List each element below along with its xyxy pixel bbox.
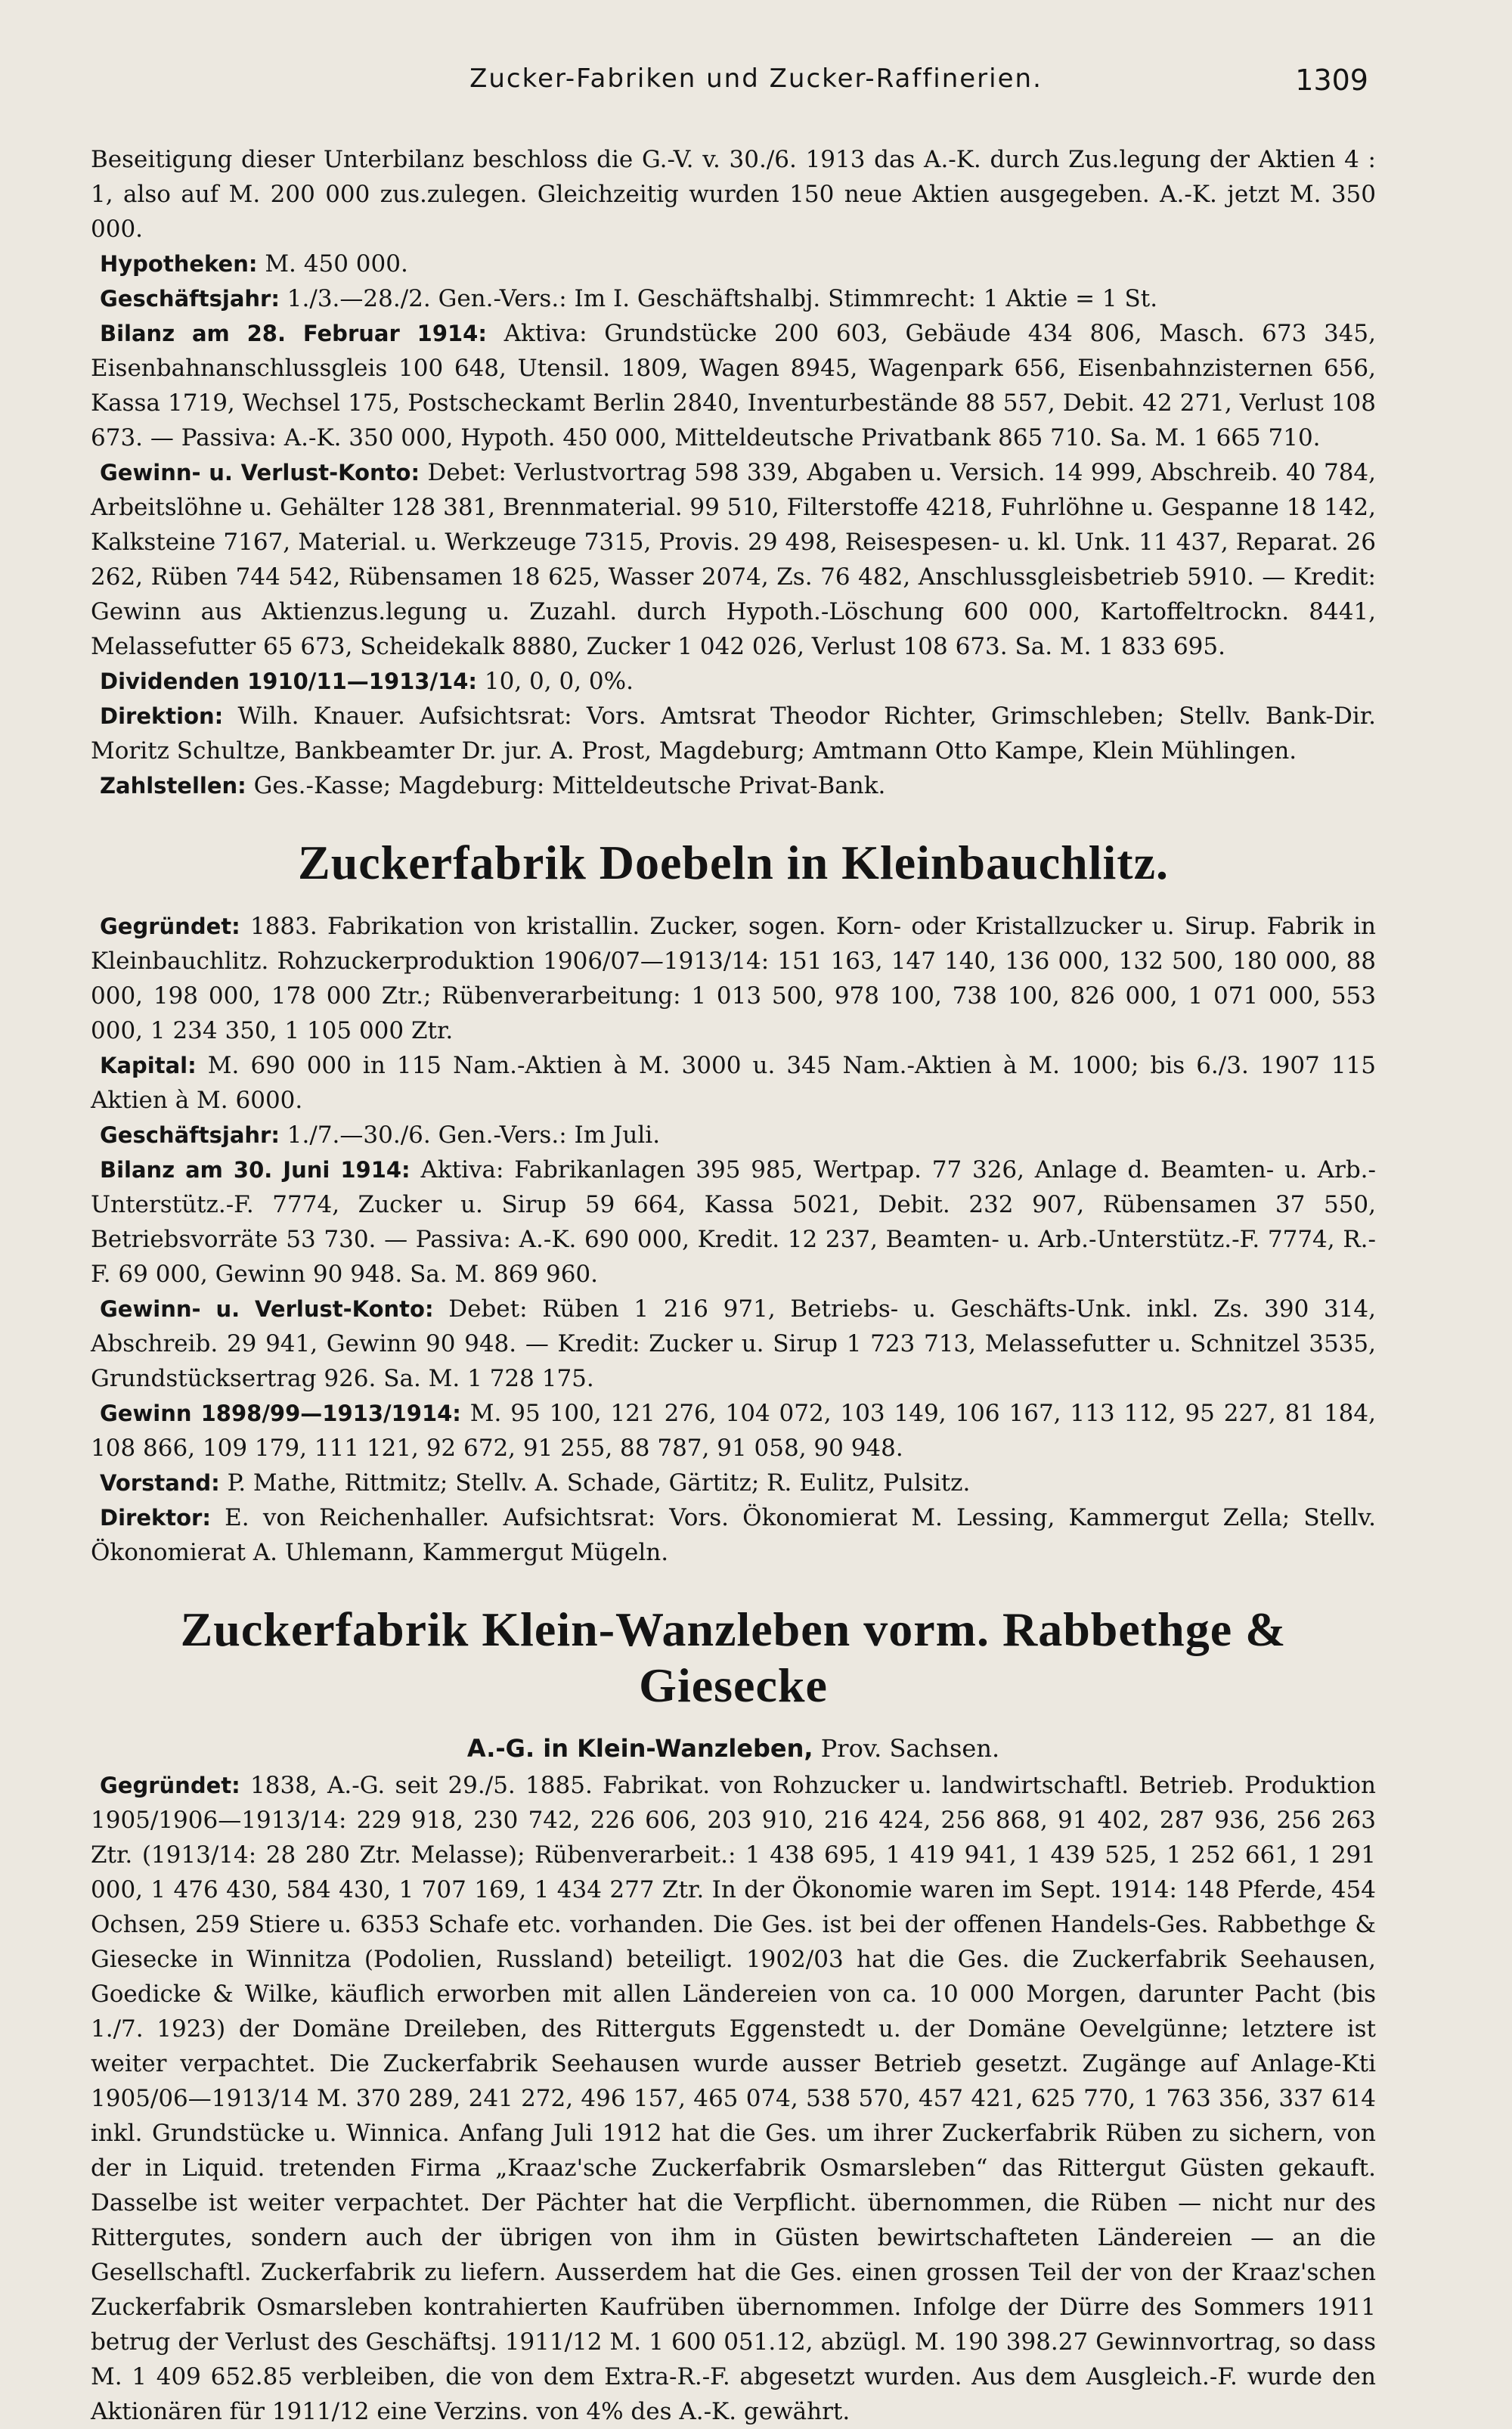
paragraph-text: P. Mathe, Rittmitz; Stellv. A. Schade, Gärtitz; R. Eulitz, Pulsitz. xyxy=(227,1469,971,1497)
document-body xyxy=(91,142,1376,2429)
paragraph-label: Bilanz am 30. Juni 1914: xyxy=(100,1157,411,1183)
paragraph-text: 1./3.—28./2. Gen.-Vers.: Im I. Geschäftshalbj. Stimmrecht: 1 Aktie = 1 St. xyxy=(287,285,1158,312)
section-doebeln xyxy=(91,835,1376,1570)
paragraph-text: E. von Reichenhaller. Aufsichtsrat: Vors. Ökonomierat M. Lessing, Kammergut Zella; Stellv. Ökonomierat A. Uhlemann, Kammergut Mügeln. xyxy=(91,1504,1376,1566)
paragraph-label: Vorstand: xyxy=(100,1470,220,1496)
paragraph-text: 10, 0, 0, 0%. xyxy=(484,668,634,695)
paragraph xyxy=(91,247,1376,281)
paragraph xyxy=(91,699,1376,768)
paragraph xyxy=(91,768,1376,803)
section-subtitle-bold: A.-G. in Klein-Wanzleben, xyxy=(466,1734,813,1763)
paragraph-label: Kapital: xyxy=(100,1053,197,1078)
paragraph xyxy=(91,142,1376,247)
paragraph-text: M. 95 100, 121 276, 104 072, 103 149, 106 167, 113 112, 95 227, 81 184, 108 866, 109 179, 111 121, 92 672, 91 255, 88 787, 91 058, 90 948. xyxy=(91,1400,1376,1462)
paragraph-label: Gewinn- u. Verlust-Konto: xyxy=(100,460,420,485)
paragraph-label: Geschäftsjahr: xyxy=(100,1122,280,1148)
paragraph-label: Gegründet: xyxy=(100,914,240,939)
section-subtitle-rest: Prov. Sachsen. xyxy=(820,1734,1000,1763)
paragraph xyxy=(91,1048,1376,1118)
section-continuation xyxy=(91,142,1376,803)
paragraph xyxy=(91,1118,1376,1152)
paragraph-text: Ges.-Kasse; Magdeburg: Mitteldeutsche Privat-Bank. xyxy=(253,772,886,799)
section-klein-wanzleben xyxy=(91,1602,1376,2429)
paragraph xyxy=(91,455,1376,664)
paragraph-text: 1./7.—30./6. Gen.-Vers.: Im Juli. xyxy=(287,1121,661,1149)
running-head-title: Zucker-Fabriken und Zucker-Raffinerien. xyxy=(469,64,1043,94)
paragraph-label: Dividenden 1910/11—1913/14: xyxy=(100,669,478,694)
paragraph xyxy=(91,664,1376,699)
paragraph-text: Debet: Verlustvortrag 598 339, Abgaben u. Versich. 14 999, Abschreib. 40 784, Arbeitslöhne u. Gehälter 128 381, Brennmaterial. 99 510, Filterstoffe 4218, Fuhrlöhne u. Gespanne 18 142, Kalksteine 7167, Material. u. Werkzeuge 7315, Provis. 29 498, Reisespesen- u. kl. Unk. 11 437, Reparat. 26 262, Rüben 744 542, Rübensamen 18 625, Wasser 2074, Zs. 76 482, Anschlussgleisbetrieb 5910. — Kredit: Gewinn aus Aktienzus.legung u. Zuzahl. durch Hypoth.-Löschung 600 000, Kartoffeltrockn. 8441, Melassefutter 65 673, Scheidekalk 8880, Zucker 1 042 026, Verlust 108 673. Sa. M. 1 833 695. xyxy=(91,459,1377,660)
page-number: 1309 xyxy=(1295,64,1368,97)
paragraph-text: M. 450 000. xyxy=(265,250,408,278)
paragraph-label: Gewinn- u. Verlust-Konto: xyxy=(100,1296,434,1322)
paragraph-text: M. 690 000 in 115 Nam.-Aktien à M. 3000 u. 345 Nam.-Aktien à M. 1000; bis 6./3. 1907 115 Aktien à M. 6000. xyxy=(91,1052,1377,1114)
paragraph-text: Aktiva: Fabrikanlagen 395 985, Wertpap. 77 326, Anlage d. Beamten- u. Arb.-Unterstütz.-F. 7774, Zucker u. Sirup 59 664, Kassa 5021, Debit. 232 907, Rübensamen 37 550, Betriebsvorräte 53 730. — Passiva: A.-K. 690 000, Kredit. 12 237, Beamten- u. Arb.-Unterstütz.-F. 7774, R.-F. 69 000, Gewinn 90 948. Sa. M. 869 960. xyxy=(91,1156,1376,1288)
paragraph-label: Gegründet: xyxy=(100,1773,240,1798)
paragraph-label: Zahlstellen: xyxy=(100,773,246,799)
paragraph xyxy=(91,909,1376,1048)
paragraph xyxy=(91,1396,1376,1466)
paragraph-label: Gewinn 1898/99—1913/1914: xyxy=(100,1401,461,1426)
paragraph-label: Hypotheken: xyxy=(100,251,258,277)
paragraph-label: Direktor: xyxy=(100,1505,211,1531)
running-head xyxy=(0,64,1512,109)
paragraph xyxy=(91,1466,1376,1500)
paragraph-label: Bilanz am 28. Februar 1914: xyxy=(100,321,487,346)
paragraph-text: Beseitigung dieser Unterbilanz beschloss die G.-V. v. 30./6. 1913 das A.-K. durch Zus.legung der Aktien 4 : 1, also auf M. 200 000 zus.zulegen. Gleichzeitig wurden 150 neue Aktien ausgegeben. A.-K. jetzt M. 350 000. xyxy=(91,146,1376,243)
paragraph-text: 1838, A.-G. seit 29./5. 1885. Fabrikat. von Rohzucker u. landwirtschaftl. Betrieb. Produktion 1905/1906—1913/14: 229 918, 230 742, 226 606, 203 910, 216 424, 256 868, 91 402, 287 936, 256 263 Ztr. (1913/14: 28 280 Ztr. Melasse); Rübenverarbeit.: 1 438 695, 1 419 941, 1 439 525, 1 252 661, 1 291 000, 1 476 430, 584 430, 1 707 169, 1 434 277 Ztr. In der Ökonomie waren im Sept. 1914: 148 Pferde, 454 Ochsen, 259 Stiere u. 6353 Schafe etc. vorhanden. Die Ges. ist bei der offenen Handels-Ges. Rabbethge & Giesecke in Winnitza (Podolien, Russland) beteiligt. 1902/03 hat die Ges. die Zuckerfabrik Seehausen, Goedicke & Wilke, käuflich erworben mit allen Ländereien von ca. 10 000 Morgen, darunter Pacht (bis 1./7. 1923) der Domäne Dreileben, des Ritterguts Eggenstedt u. der Domäne Oevelgünne; letztere ist weiter verpachtet. Die Zuckerfabrik Seehausen wurde ausser Betrieb gesetzt. Zugänge auf Anlage-Kti 1905/06—1913/14 M. 370 289, 241 272, 496 157, 465 074, 538 570, 457 421, 625 770, 1 763 356, 337 614 inkl. Grundstücke u. Winnica. Anfang Juli 1912 hat die Ges. um ihrer Zuckerfabrik Rüben zu sichern, von der in Liquid. tretenden Firma „Kraaz'sche Zuckerfabrik Osmarsleben“ das Rittergut Güsten gekauft. Dasselbe ist weiter verpachtet. Der Pächter hat die Verpflicht. übernommen, die Rüben — nicht nur des Rittergutes, sondern auch der übrigen von ihm in Güsten bewirtschafteten Ländereien — an die Gesellschaftl. Zuckerfabrik zu liefern. Ausserdem hat die Ges. einen grossen Teil der von der Kraaz'schen Zuckerfabrik Osmarsleben kontrahierten Kaufrüben übernommen. Infolge der Dürre des Sommers 1911 betrug der Verlust des Geschäftsj. 1911/12 M. 1 600 051.12, abzügl. M. 190 398.27 Gewinnvortrag, so dass M. 1 409 652.85 verbleiben, die von dem Extra-R.-F. abgesetzt wurden. Aus dem Ausgleich.-F. wurde den Aktionären für 1911/12 eine Verzins. von 4% des A.-K. gewährt. xyxy=(91,1772,1376,2425)
paragraph-text: Wilh. Knauer. Aufsichtsrat: Vors. Amtsrat Theodor Richter, Grimschleben; Stellv. Bank-Dir. Moritz Schultze, Bankbeamter Dr. jur. A. Prost, Magdeburg; Amtmann Otto Kampe, Klein Mühlingen. xyxy=(91,703,1377,765)
paragraph xyxy=(91,281,1376,316)
paragraph-label: Direktion: xyxy=(100,703,224,729)
paragraph xyxy=(91,1152,1376,1292)
paragraph xyxy=(91,1292,1376,1396)
paragraph-label: Geschäftsjahr: xyxy=(100,286,280,312)
section-title: Zuckerfabrik Doebeln in Kleinbauchlitz. xyxy=(298,836,1169,889)
paragraph xyxy=(91,1500,1376,1570)
section-subtitle xyxy=(91,1732,1376,1765)
paragraph-text: 1883. Fabrikation von kristallin. Zucker, sogen. Korn- oder Kristallzucker u. Sirup. Fabrik in Kleinbauchlitz. Rohzuckerproduktion 1906/07—1913/14: 151 163, 147 140, 136 000, 132 500, 180 000, 88 000, 198 000, 178 000 Ztr.; Rübenverarbeitung: 1 013 500, 978 100, 738 100, 826 000, 1 071 000, 553 000, 1 234 350, 1 105 000 Ztr. xyxy=(91,913,1376,1044)
paragraph xyxy=(91,1768,1376,2429)
paragraph xyxy=(91,316,1376,455)
paragraph-text: Aktiva: Grundstücke 200 603, Gebäude 434 806, Masch. 673 345, Eisenbahnanschlussgleis 100 648, Utensil. 1809, Wagen 8945, Wagenpark 656, Eisenbahnzisternen 656, Kassa 1719, Wechsel 175, Postscheckamt Berlin 2840, Inventurbestände 88 557, Debit. 42 271, Verlust 108 673. — Passiva: A.-K. 350 000, Hypoth. 450 000, Mitteldeutsche Privatbank 865 710. Sa. M. 1 665 710. xyxy=(91,320,1376,451)
section-title: Zuckerfabrik Klein-Wanzleben vorm. Rabbethge & Giesecke xyxy=(180,1602,1287,1712)
paragraph-text: Debet: Rüben 1 216 971, Betriebs- u. Geschäfts-Unk. inkl. Zs. 390 314, Abschreib. 29 941, Gewinn 90 948. — Kredit: Zucker u. Sirup 1 723 713, Melassefutter u. Schnitzel 3535, Grundstücksertrag 926. Sa. M. 1 728 175. xyxy=(91,1295,1377,1392)
